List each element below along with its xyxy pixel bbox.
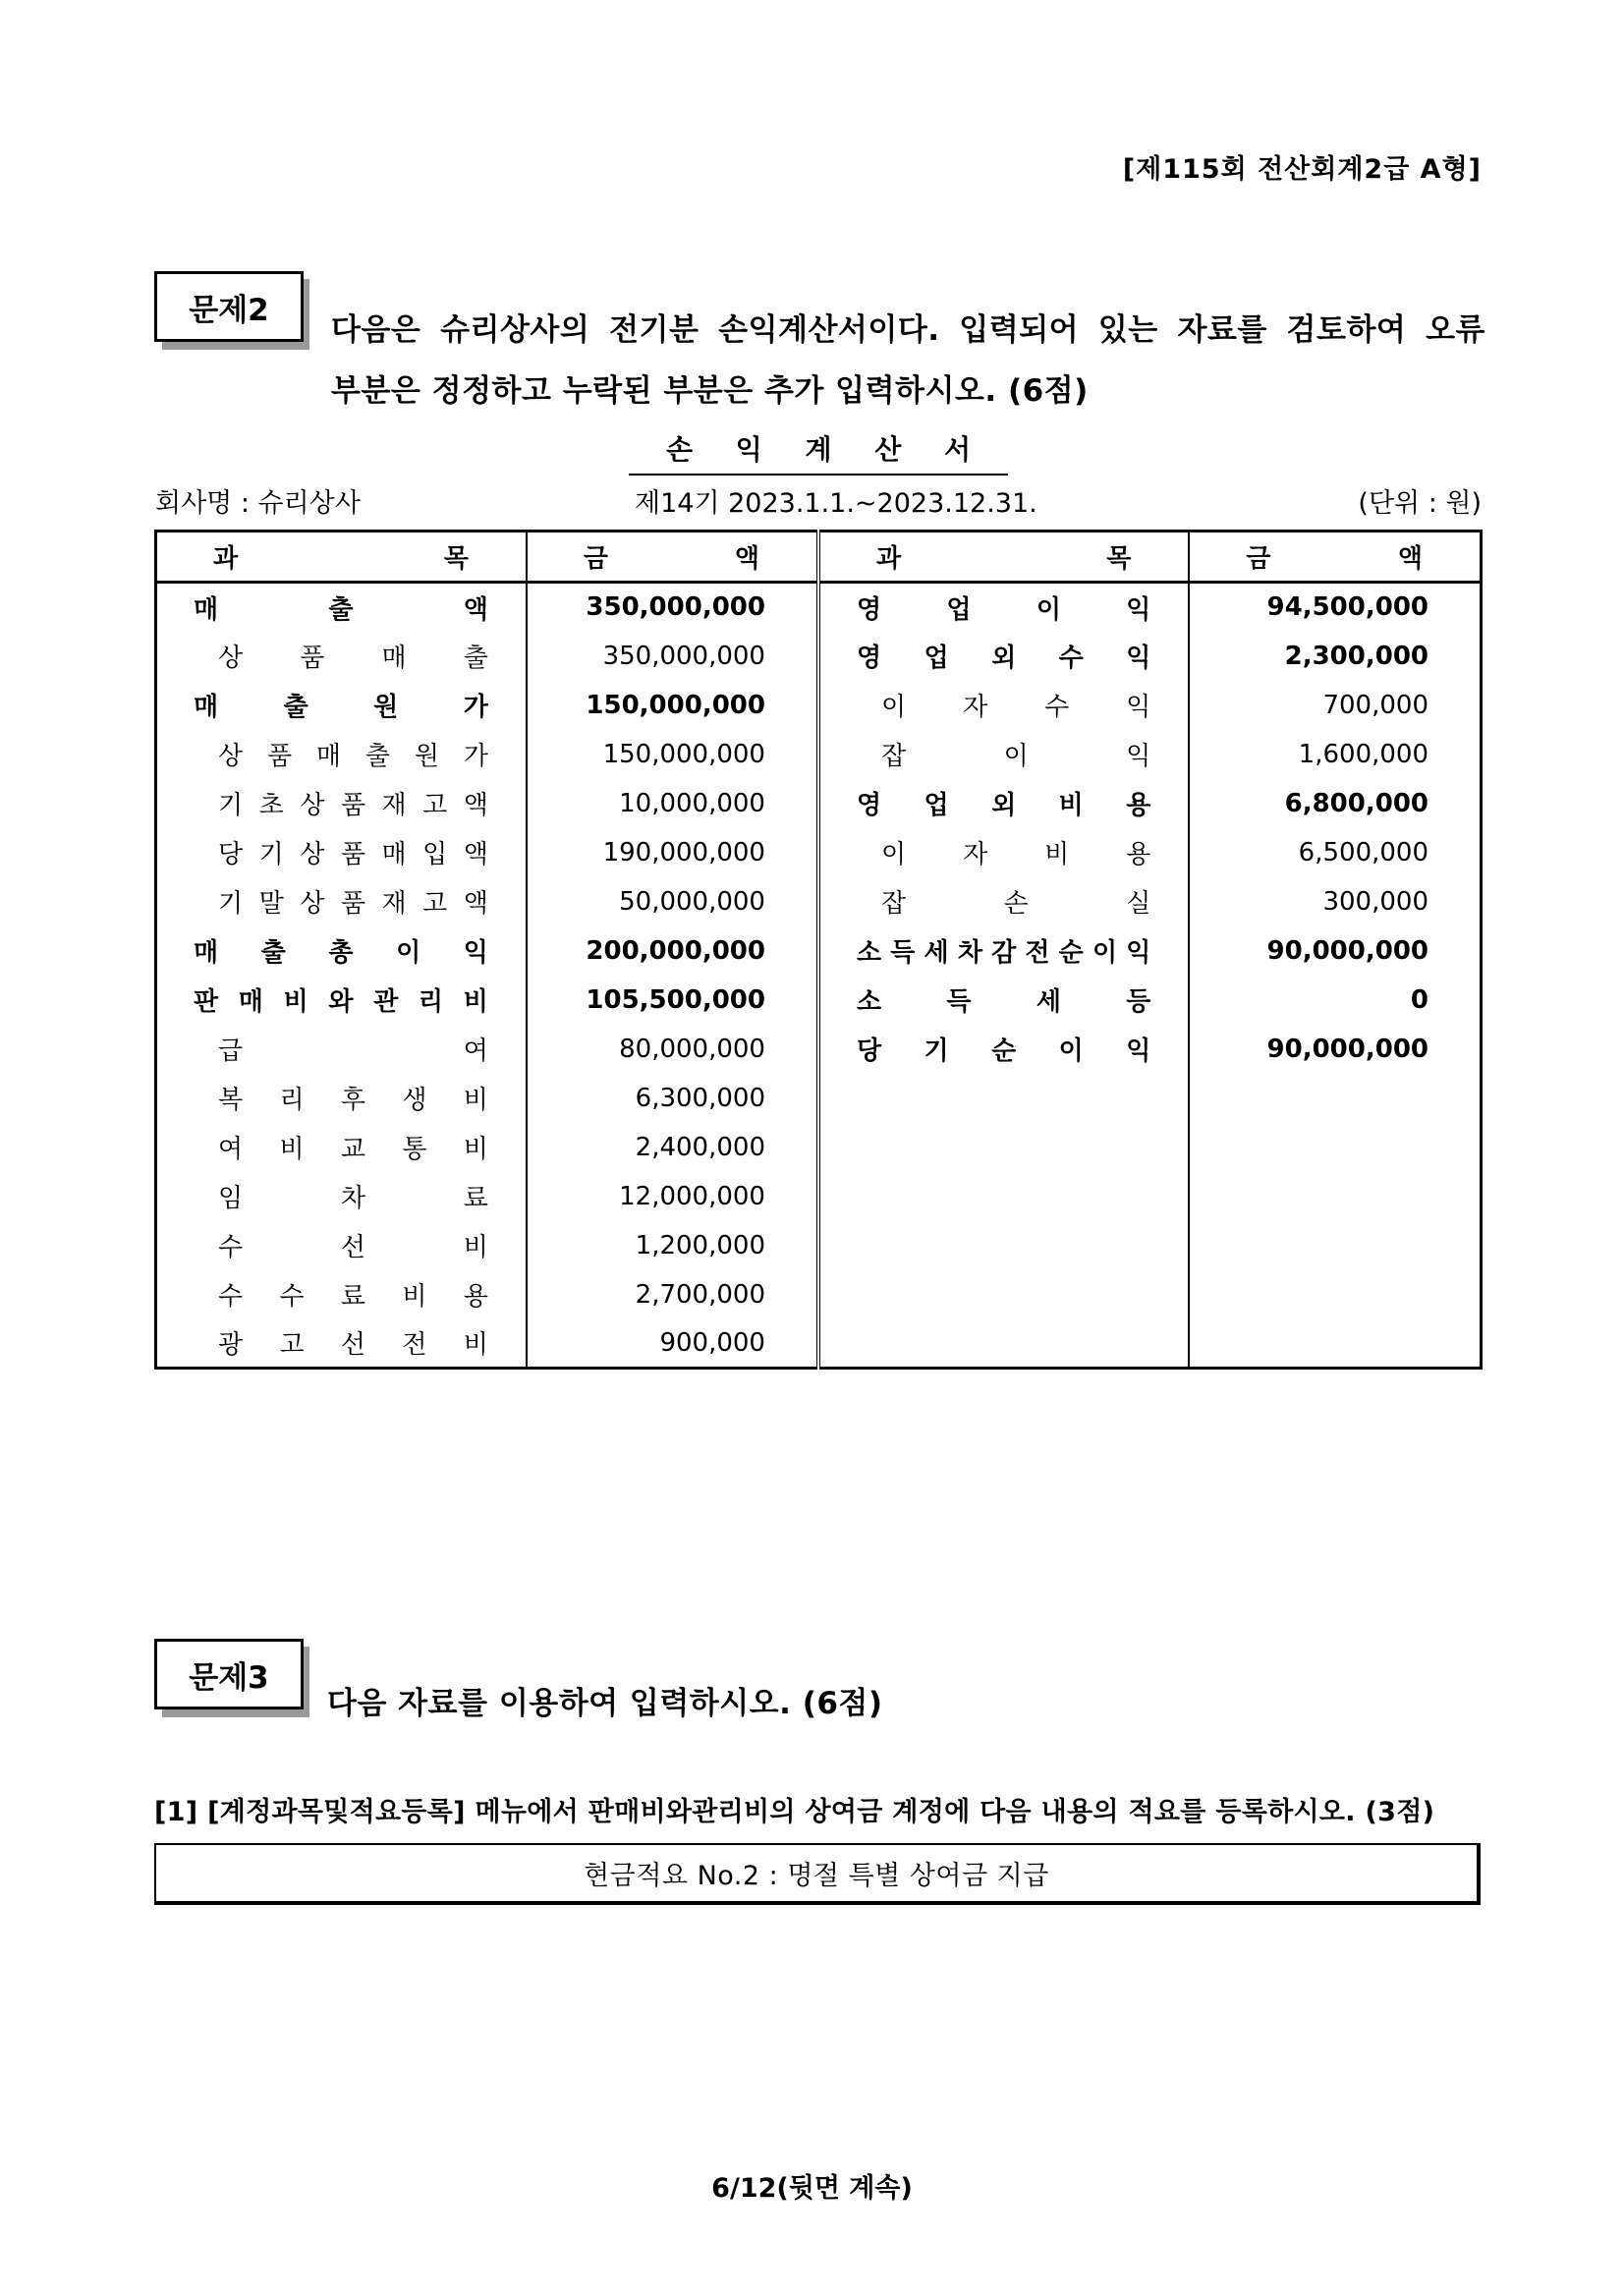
question-2-instruction (331, 300, 1485, 421)
right-account-cell: 영 업 이 익 (818, 583, 1189, 632)
table-row (156, 926, 1482, 976)
left-account-cell: 상 품 매 출 원 가 (156, 730, 527, 779)
statement-title-char: 계 (805, 433, 832, 466)
question-2-line-1: 다음은 슈리상사의 전기분 손익계산서이다. 입력되어 있는 자료를 검토하여 오류 (331, 312, 1485, 348)
question-3-sub-1: [1] [계정과목및적요등록] 메뉴에서 판매비와관리비의 상여금 계정에 다음 내용의 적요를 등록하시오. (3점) (154, 1797, 1435, 1827)
statement-title (629, 428, 1008, 476)
right-amount-cell: 300,000 (1322, 886, 1428, 917)
statement-title-char: 손 (666, 433, 694, 466)
question-3-label: 문제3 (154, 1639, 304, 1709)
right-account-cell: 이 자 비 용 (818, 828, 1189, 877)
left-account-cell: 광 고 선 전 비 (156, 1319, 527, 1369)
left-amount-cell: 12,000,000 (527, 1172, 818, 1221)
right-account-cell (818, 1270, 1189, 1319)
right-account-cell (818, 1319, 1189, 1369)
right-account-cell: 소 득 세 차 감 전 순 이 익 (818, 926, 1189, 976)
table-row (156, 1074, 1482, 1123)
right-amount-cell (1189, 1319, 1481, 1369)
left-account-cell: 기 초 상 품 재 고 액 (156, 779, 527, 828)
header-account-right: 과 목 (818, 532, 1189, 583)
left-amount-cell: 150,000,000 (527, 681, 818, 730)
income-statement-table (154, 530, 1483, 1370)
memo-box (154, 1843, 1481, 1905)
header-amount-right: 금 액 (1189, 532, 1481, 583)
right-amount-cell: 90,000,000 (1266, 935, 1428, 966)
table-row (156, 1123, 1482, 1172)
right-amount-cell: 1,600,000 (1298, 739, 1428, 769)
left-account-cell: 당 기 상 품 매 입 액 (156, 828, 527, 877)
left-amount-cell: 10,000,000 (527, 779, 818, 828)
left-amount-cell: 150,000,000 (527, 730, 818, 779)
left-amount-cell: 350,000,000 (527, 583, 818, 632)
left-account-cell: 여 비 교 통 비 (156, 1123, 527, 1172)
header-amount-left: 금 액 (527, 532, 818, 583)
header-account-left: 과 목 (156, 532, 527, 583)
question-3-instruction: 다음 자료를 이용하여 입력하시오. (6점) (327, 1686, 883, 1721)
left-amount-cell: 6,300,000 (527, 1074, 818, 1123)
fiscal-period: 제14기 2023.1.1.~2023.12.31. (635, 488, 1037, 519)
statement-title-char: 서 (943, 433, 971, 466)
left-account-cell: 매 출 원 가 (156, 681, 527, 730)
question-2-label-box (154, 271, 311, 350)
right-account-cell: 잡 손 실 (818, 877, 1189, 926)
left-amount-cell: 1,200,000 (527, 1221, 818, 1270)
left-amount-cell: 105,500,000 (527, 976, 818, 1025)
left-account-cell: 매 출 액 (156, 583, 527, 632)
left-account-cell: 매 출 총 이 익 (156, 926, 527, 976)
table-row (156, 779, 1482, 828)
memo-text: 현금적요 No.2 : 명절 특별 상여금 지급 (584, 1861, 1049, 1891)
right-amount-cell (1189, 1074, 1481, 1123)
statement-meta (155, 481, 1482, 521)
right-amount-cell: 94,500,000 (1266, 592, 1428, 623)
company-name: 회사명 : 슈리상사 (155, 488, 361, 519)
right-amount-cell (1189, 1221, 1481, 1270)
table-row (156, 1221, 1482, 1270)
right-account-cell (818, 1123, 1189, 1172)
table-row (156, 681, 1482, 730)
question-2-line-2: 부분은 정정하고 누락된 부분은 추가 입력하시오. (6점) (331, 373, 1089, 409)
table-row (156, 730, 1482, 779)
right-amount-cell: 90,000,000 (1266, 1034, 1428, 1064)
left-account-cell: 수 선 비 (156, 1221, 527, 1270)
left-account-cell: 상 품 매 출 (156, 632, 527, 681)
table-row (156, 877, 1482, 926)
right-amount-cell (1189, 1172, 1481, 1221)
left-amount-cell: 50,000,000 (527, 877, 818, 926)
right-amount-cell: 0 (1410, 984, 1428, 1015)
right-account-cell: 영 업 외 수 익 (818, 632, 1189, 681)
question-3-label-box (154, 1639, 311, 1717)
left-amount-cell: 350,000,000 (527, 632, 818, 681)
left-amount-cell: 900,000 (527, 1319, 818, 1369)
left-account-cell: 급 여 (156, 1025, 527, 1074)
right-amount-cell: 700,000 (1322, 690, 1428, 720)
left-account-cell: 기 말 상 품 재 고 액 (156, 877, 527, 926)
left-account-cell: 복 리 후 생 비 (156, 1074, 527, 1123)
right-account-cell: 소 득 세 등 (818, 976, 1189, 1025)
table-row (156, 583, 1482, 632)
right-account-cell (818, 1074, 1189, 1123)
left-amount-cell: 190,000,000 (527, 828, 818, 877)
right-account-cell: 영 업 외 비 용 (818, 779, 1189, 828)
table-row (156, 1319, 1482, 1369)
left-account-cell: 판 매 비 와 관 리 비 (156, 976, 527, 1025)
right-amount-cell (1189, 1123, 1481, 1172)
right-account-cell: 당 기 순 이 익 (818, 1025, 1189, 1074)
right-amount-cell (1189, 1270, 1481, 1319)
exam-header: [제115회 전산회계2급 A형] (1122, 154, 1482, 185)
currency-unit: (단위 : 원) (1358, 488, 1482, 519)
left-account-cell: 임 차 료 (156, 1172, 527, 1221)
left-amount-cell: 80,000,000 (527, 1025, 818, 1074)
right-account-cell (818, 1172, 1189, 1221)
statement-title-char: 산 (874, 433, 902, 466)
left-amount-cell: 200,000,000 (527, 926, 818, 976)
table-row (156, 828, 1482, 877)
right-amount-cell: 6,800,000 (1284, 788, 1428, 818)
left-amount-cell: 2,700,000 (527, 1270, 818, 1319)
table-row (156, 1172, 1482, 1221)
right-account-cell (818, 1221, 1189, 1270)
table-row (156, 1025, 1482, 1074)
statement-title-char: 익 (735, 433, 762, 466)
left-account-cell: 수 수 료 비 용 (156, 1270, 527, 1319)
right-account-cell: 이 자 수 익 (818, 681, 1189, 730)
table-row (156, 976, 1482, 1025)
right-account-cell: 잡 이 익 (818, 730, 1189, 779)
table-row (156, 632, 1482, 681)
table-row (156, 1270, 1482, 1319)
question-2-label: 문제2 (154, 271, 304, 342)
left-amount-cell: 2,400,000 (527, 1123, 818, 1172)
right-amount-cell: 2,300,000 (1284, 641, 1428, 671)
page-footer: 6/12(뒷면 계속) (711, 2173, 913, 2204)
table-header-row (156, 532, 1482, 583)
right-amount-cell: 6,500,000 (1298, 837, 1428, 868)
